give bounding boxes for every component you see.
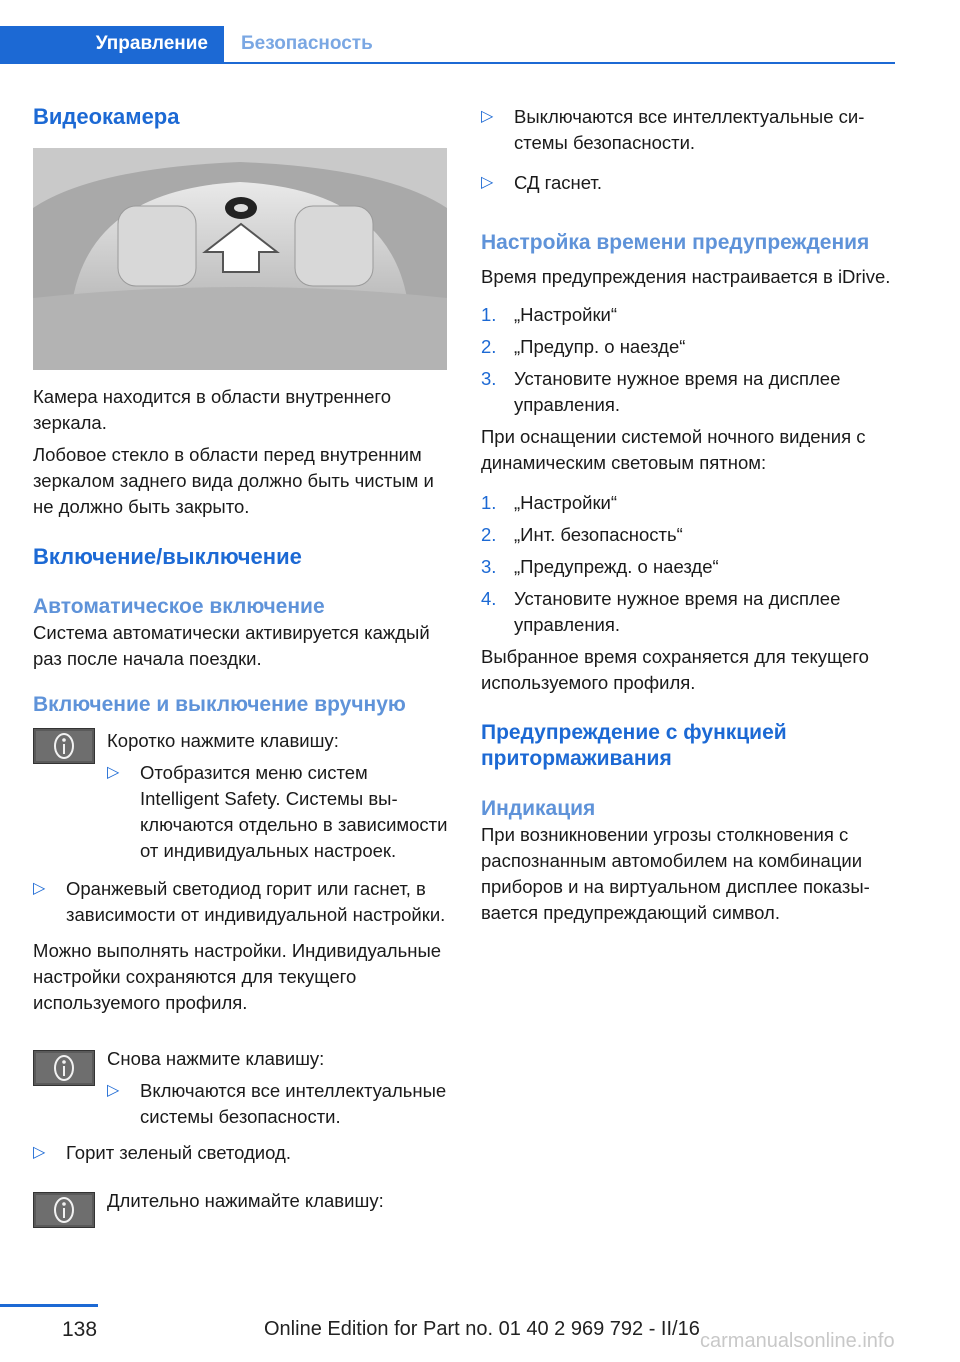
step-text: „Предупр. о наезде“ bbox=[514, 336, 686, 357]
heading-display: Индикация bbox=[481, 797, 596, 820]
step-number: 1. bbox=[481, 304, 497, 325]
page-number: 138 bbox=[62, 1318, 98, 1341]
camera-text-2: Лобовое стекло в области перед внутренним зеркалом заднего вида должно быть чистым и не должно быть закрыто. bbox=[33, 444, 434, 517]
warning-time-text: Время предупреждения настраивается в iDrive. bbox=[481, 266, 891, 287]
press-short-text: Коротко нажмите клавишу: bbox=[107, 730, 339, 751]
step-number: 4. bbox=[481, 588, 497, 609]
heading-auto-on: Автоматическое включение bbox=[33, 595, 325, 618]
press-short-block bbox=[33, 728, 449, 864]
press-again-text: Снова нажмите клавишу: bbox=[107, 1048, 325, 1069]
led-list bbox=[33, 876, 449, 928]
step-text: „Настройки“ bbox=[514, 304, 618, 325]
camera-text-1: Камера находится в области внутреннего зеркала. bbox=[33, 386, 392, 433]
step-text: „Инт. безопасность“ bbox=[514, 524, 683, 545]
step-text: Установите нужное время на дисплее управления. bbox=[514, 588, 841, 635]
list-item: ▷ СД гаснет. bbox=[481, 170, 895, 196]
steps-list-1 bbox=[481, 302, 895, 418]
triangle-icon: ▷ bbox=[481, 174, 494, 191]
step-text: Установите нужное время на дисплее управления. bbox=[514, 368, 841, 415]
step-text: „Настройки“ bbox=[514, 492, 618, 513]
off-list bbox=[481, 104, 895, 196]
triangle-icon: ▷ bbox=[481, 108, 494, 125]
edition-info: Online Edition for Part no. 01 40 2 969 792 - II/16 bbox=[264, 1318, 700, 1340]
press-short-list bbox=[107, 760, 449, 864]
list-item bbox=[481, 302, 895, 328]
heading-camera: Видеокамера bbox=[33, 104, 180, 129]
night-vision-text: При оснащении системой ночного видения с динамическим световым пятном: bbox=[481, 426, 866, 473]
triangle-icon: ▷ bbox=[33, 1144, 46, 1161]
list-item bbox=[481, 490, 895, 516]
left-column bbox=[33, 100, 449, 1230]
saved-text: Выбранное время сохраняется для текущего используемого профиля. bbox=[481, 646, 869, 693]
list-item bbox=[481, 554, 895, 580]
list-item bbox=[481, 366, 895, 418]
press-long-text: Длительно нажимайте клавишу: bbox=[107, 1190, 384, 1211]
watermark-text: carmanualsonline.info bbox=[700, 1330, 895, 1352]
list-item bbox=[481, 522, 895, 548]
safety-button-icon bbox=[33, 1050, 95, 1086]
triangle-icon: ▷ bbox=[33, 880, 46, 897]
press-again-list bbox=[107, 1078, 449, 1130]
list-item bbox=[481, 586, 895, 638]
right-column bbox=[481, 104, 895, 926]
step-number: 3. bbox=[481, 368, 497, 389]
list-item: ▷ Отобразится меню систем Intelligent Safety. Системы выключаются отдельно в зависимости от индивидуальных настроек. bbox=[107, 762, 448, 861]
heading-brake-warning: Предупреждение с функцией притормаживания bbox=[481, 721, 787, 770]
green-led-list bbox=[33, 1140, 449, 1166]
list-item bbox=[481, 334, 895, 360]
heading-warning-time: Настройка времени предупреждения bbox=[481, 231, 870, 254]
safety-button-icon bbox=[33, 728, 95, 764]
display-text: При возникновении угрозы столкновения с распознанным автомобилем на комбинации приборов и на виртуальном дисплее показывается предупреждающий символ. bbox=[481, 824, 870, 923]
press-again-block bbox=[33, 1046, 449, 1130]
list-item: ▷ Включаются все интеллектуальные системы безопасности. bbox=[107, 1080, 447, 1127]
list-item: ▷ Оранжевый светодиод горит или гаснет, в зависимости от индивидуальной настройки. bbox=[33, 878, 446, 925]
section-tab-safety[interactable]: Безопасность bbox=[241, 33, 373, 54]
step-number: 3. bbox=[481, 556, 497, 577]
step-text: „Предупрежд. о наезде“ bbox=[514, 556, 719, 577]
footer-rule bbox=[0, 1304, 98, 1307]
step-number: 1. bbox=[481, 492, 497, 513]
section-tab-active[interactable]: Управление bbox=[0, 26, 224, 62]
list-item: ▷ Горит зеленый светодиод. bbox=[33, 1140, 449, 1166]
heading-manual: Включение и выключение вручную bbox=[33, 693, 406, 716]
page-header bbox=[0, 26, 895, 64]
settings-text: Можно выполнять настройки. Индивидуальные настройки сохраняются для текущего используемого профиля. bbox=[33, 940, 442, 1013]
safety-button-icon bbox=[33, 1192, 95, 1228]
step-number: 2. bbox=[481, 336, 497, 357]
heading-on-off: Включение/выключение bbox=[33, 544, 302, 569]
steps-list-2 bbox=[481, 490, 895, 638]
triangle-icon: ▷ bbox=[107, 1082, 120, 1099]
camera-photo bbox=[33, 148, 447, 370]
press-long-block bbox=[33, 1188, 449, 1230]
auto-text: Система автоматически активируется каждый раз после начала поездки. bbox=[33, 622, 430, 669]
triangle-icon: ▷ bbox=[107, 764, 120, 781]
step-number: 2. bbox=[481, 524, 497, 545]
list-item: ▷ Выключаются все интеллектуальные системы безопасности. bbox=[481, 106, 865, 153]
